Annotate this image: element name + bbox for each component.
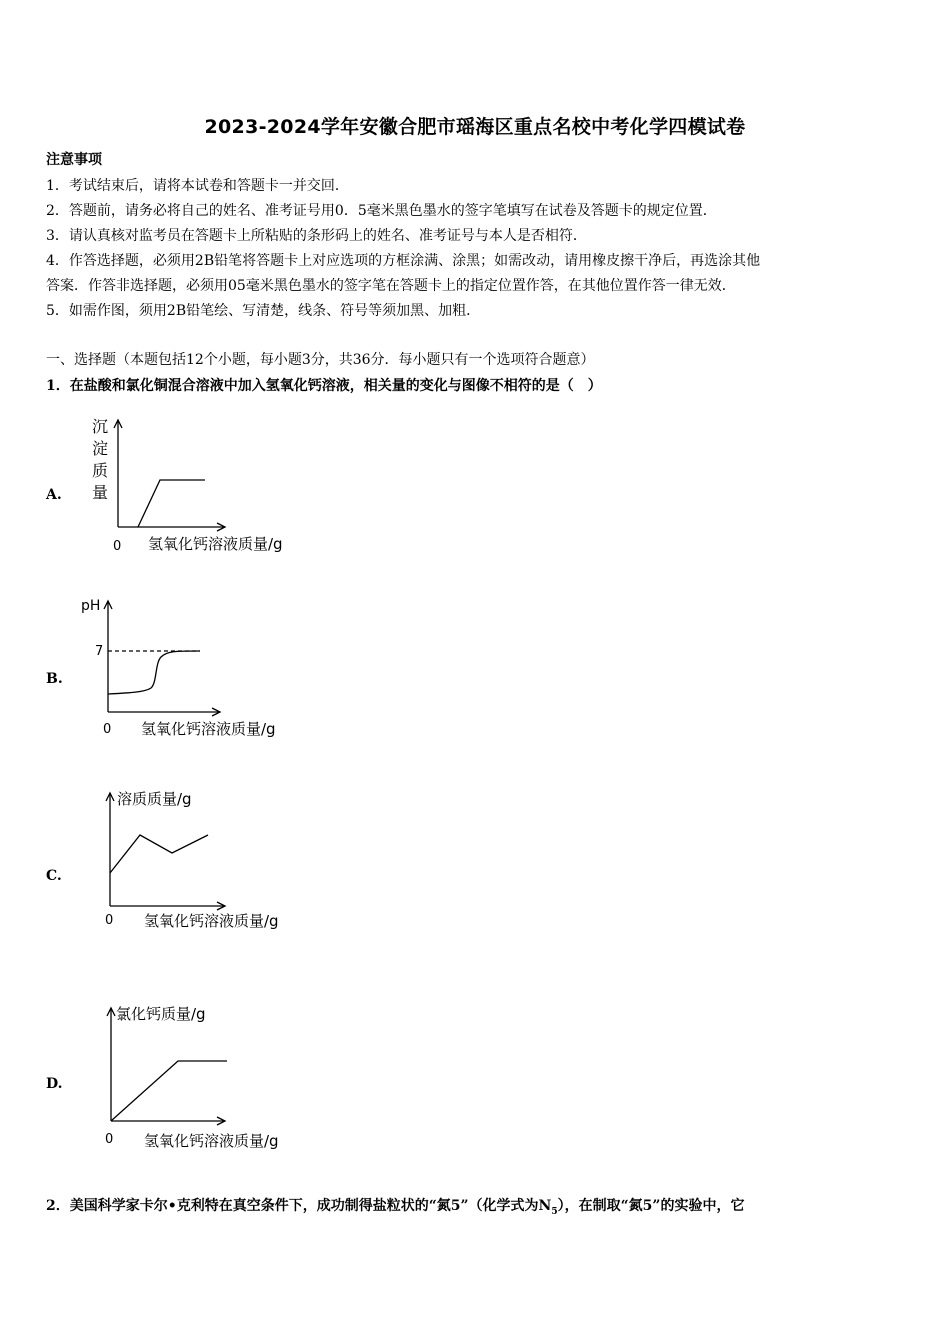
graph-b: [75, 593, 335, 743]
y-label-char: 量: [92, 483, 109, 502]
q2-stem-part: 2．美国科学家卡尔•克利特在真空条件下，成功制得盐粒状的“氮5”（化学式为N: [46, 1198, 552, 1214]
curve: [111, 1061, 227, 1121]
curve: [108, 651, 200, 694]
notice-item: 答案．作答非选择题，必须用05毫米黑色墨水的签字笔在答题卡上的指定位置作答，在其他位置作答一律无效．: [46, 278, 736, 294]
curve: [138, 480, 205, 527]
option-c-label: C.: [46, 868, 62, 884]
subscript: 5: [551, 1206, 558, 1217]
question-1-stem: 1．在盐酸和氯化铜混合溶液中加入氢氧化钙溶液，相关量的变化与图像不相符的是（ ）: [46, 378, 602, 394]
y-axis-label: 溶质质量/g: [117, 790, 192, 808]
origin-label: 0: [103, 722, 112, 737]
x-axis-label: 氢氧化钙溶液质量/g: [148, 535, 283, 553]
notice-item: 3．请认真核对监考员在答题卡上所粘贴的条形码上的姓名、准考证号与本人是否相符．: [46, 228, 587, 244]
notice-heading: 注意事项: [46, 152, 102, 168]
question-2-stem: [46, 1196, 744, 1222]
y-axis-label: pH: [81, 598, 101, 614]
x-axis-label: 氢氧化钙溶液质量/g: [144, 1132, 279, 1150]
y-axis-label: 氯化钙质量/g: [116, 1005, 206, 1023]
page-title: 2023-2024学年安徽合肥市瑶海区重点名校中考化学四模试卷: [204, 116, 746, 138]
section-heading: 一、选择题（本题包括12个小题，每小题3分，共36分．每小题只有一个选项符合题意）: [46, 352, 595, 368]
x-axis-label: 氢氧化钙溶液质量/g: [141, 720, 276, 738]
y-label-char: 沉: [92, 417, 109, 436]
curve: [110, 835, 208, 873]
q2-stem-part: ），在制取“氮5”的实验中，它: [557, 1198, 745, 1214]
origin-label: 0: [105, 1132, 114, 1147]
option-b-label: B.: [46, 671, 63, 687]
notice-item: 5．如需作图，须用2B铅笔绘、写清楚，线条、符号等须加黑、加粗．: [46, 303, 481, 319]
graph-a: [80, 410, 340, 560]
notice-item: 2．答题前，请务必将自己的姓名、准考证号用0．5毫米黑色墨水的签字笔填写在试卷及答题卡的规定位置．: [46, 203, 717, 219]
option-d-label: D.: [46, 1076, 63, 1092]
x-axis-label: 氢氧化钙溶液质量/g: [144, 912, 279, 930]
option-a-label: A.: [46, 487, 62, 503]
y-label-char: 质: [92, 461, 109, 480]
graph-d: [80, 1000, 340, 1160]
graph-c: [80, 785, 340, 935]
origin-label: 0: [105, 913, 114, 928]
y-label-char: 淀: [92, 439, 109, 458]
tick-label-7: 7: [95, 644, 104, 659]
notice-item: 4．作答选择题，必须用2B铅笔将答题卡上对应选项的方框涂满、涂黑；如需改动，请用橡皮擦干净后，再选涂其他: [46, 253, 761, 269]
notice-item: 1．考试结束后，请将本试卷和答题卡一并交回．: [46, 178, 349, 194]
origin-label: 0: [113, 539, 122, 554]
